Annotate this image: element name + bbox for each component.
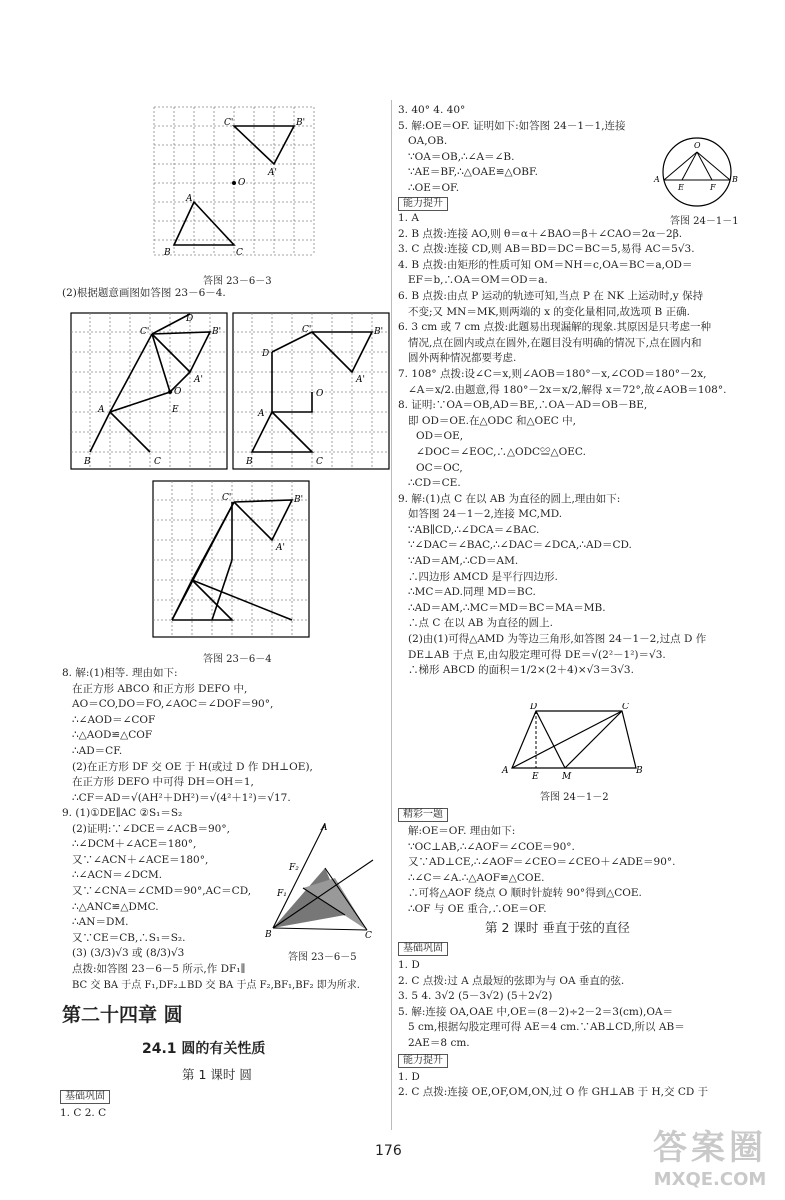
figure-caption: 答图 23－6－4: [203, 654, 272, 665]
text-line: 1. D: [398, 1070, 420, 1083]
svg-text:B: B: [732, 175, 738, 184]
text-line: ∠A＝x/2.由题意,得 180°－2x＝x/2,解得 x＝72°,故∠AOB＝108°.: [408, 383, 727, 396]
text-line: 2AE＝8 cm.: [408, 1036, 470, 1049]
svg-text:C': C': [222, 493, 232, 503]
figure-23-6-4-c: [152, 480, 312, 642]
extra-section: [398, 806, 676, 918]
lesson-2-title: 第 2 课时 垂直于弦的直径: [485, 920, 630, 935]
text-line: ∴AD＝AM,∴MC＝MD＝BC＝MA＝MB.: [408, 601, 606, 614]
text-line: 如答图 24－1－2,连接 MC,MD.: [408, 508, 563, 521]
text-line: ∴四边形 AMCD 是平行四边形.: [408, 570, 558, 583]
figure-24-1-1: [652, 132, 747, 210]
svg-text:A: A: [186, 194, 193, 204]
svg-text:C: C: [365, 931, 372, 940]
figure-24-1-2: [500, 703, 650, 783]
svg-text:C: C: [622, 703, 629, 712]
svg-text:D: D: [530, 703, 538, 712]
svg-text:O: O: [316, 389, 324, 399]
svg-text:C: C: [154, 457, 161, 467]
left-text-1: [62, 286, 226, 302]
svg-text:D: D: [186, 314, 194, 324]
text-line: ∵OA＝OB,∴∠A＝∠B.: [408, 150, 515, 163]
text-line: (3) (3/3)√3 或 (8/3)√3: [72, 947, 185, 960]
text-line: 4. B 点拨:由矩形的性质可知 OM＝NH＝c,OA＝BC＝a,OD＝: [398, 258, 693, 271]
page-number: 176: [375, 1143, 402, 1159]
text-line: ∴OF 与 OE 重合,∴OE＝OF.: [408, 902, 547, 915]
svg-text:O: O: [238, 178, 246, 188]
watermark-logo: [653, 1120, 767, 1190]
svg-text:E: E: [678, 183, 684, 192]
svg-text:B': B': [374, 327, 384, 337]
text-line: 解:OE＝OF. 理由如下:: [408, 825, 516, 837]
section-tag: 精彩一题: [398, 808, 448, 822]
right-mid: [398, 211, 726, 679]
text-line: 1. A: [398, 212, 419, 224]
text-line: ∴∠AOD＝∠COF: [72, 713, 156, 726]
svg-text:A': A': [356, 375, 365, 385]
text-line: (2)根据题意画图如答图 23－6－4.: [62, 287, 226, 299]
text-line: DE⊥AB 于点 E,由勾股定理可得 DE＝√(2²－1²)＝√3.: [408, 648, 666, 661]
section-tag: 基础巩固: [398, 942, 448, 956]
text-line: 5. 解:连接 OA,OAE 中,OE＝(8－2)÷2－2＝3(cm),OA＝: [398, 1005, 674, 1018]
text-line: 又∵∠CNA＝∠CMD＝90°,AC＝CD,: [72, 884, 252, 897]
text-line: 2. C 点拨:连接 OE,OF,OM,ON,过 O 作 GH⊥AB 于 H,交 CD 于: [398, 1086, 709, 1099]
figure-caption: 答图 24－1－1: [670, 216, 739, 227]
section-title: 24.1 圆的有关性质: [142, 1041, 266, 1057]
svg-text:B: B: [164, 248, 171, 258]
svg-text:A': A': [276, 543, 285, 553]
text-line: ∴点 C 在以 AB 为直径的圆上.: [408, 617, 554, 630]
text-line: 2. B 点拨:连接 AO,则 θ＝α＋∠BAO＝β＋∠CAO＝2α－2β.: [398, 227, 683, 240]
text-line: 5. 解:OE＝OF. 证明如下:如答图 24－1－1,连接: [398, 119, 626, 132]
text-line: 不变;又 MN＝MK,则两端的 x 的变化量相同,故选项 B 正确.: [408, 305, 690, 318]
text-line: ∵AD＝AM,∴CD＝AM.: [408, 555, 519, 568]
text-line: ∴△ANC≌△DMC.: [72, 900, 159, 913]
svg-text:F₁: F₁: [277, 889, 287, 899]
text-line: ∴MC＝AD.同理 MD＝BC.: [408, 586, 536, 599]
text-line: OA,OB.: [408, 135, 448, 148]
text-line: ∴∠C＝∠A.∴△AOF≌△COE.: [408, 871, 545, 884]
svg-text:C: C: [236, 248, 243, 258]
column-divider: [391, 100, 392, 1130]
lesson-title: 第 1 课时 圆: [182, 1067, 252, 1082]
svg-text:O: O: [694, 141, 701, 150]
text-line: 又∵∠ACN＋∠ACE＝180°,: [72, 853, 209, 866]
text-line: 6. 3 cm 或 7 cm 点拨:此题易出现漏解的现象.其原因是只考虑一种: [398, 321, 711, 334]
text-line: 3. C 点拨:连接 CD,则 AB＝BD＝DC＝BC＝5,易得 AC＝5√3.: [398, 243, 695, 256]
svg-text:A: A: [502, 766, 509, 776]
svg-text:B': B': [296, 118, 306, 128]
svg-text:O: O: [174, 387, 182, 397]
svg-text:A': A': [268, 168, 277, 178]
text-line: 在正方形 ABCO 和正方形 DEFO 中,: [72, 682, 248, 695]
text-line: 9. 解:(1)点 C 在以 AB 为直径的圆上,理由如下:: [398, 492, 621, 505]
figure-caption: 答图 23－6－5: [288, 952, 357, 963]
text-line: 又∵CE＝CB,∴S₁＝S₂.: [72, 931, 186, 944]
figure-23-6-3: [152, 105, 317, 265]
text-line: 9. (1)①DE∥AC ②S₁＝S₂: [62, 807, 183, 819]
text-line: ∴AD＝CF.: [72, 744, 123, 757]
text-line: ∴∠ACN＝∠DCM.: [72, 869, 163, 882]
text-line: (2)证明:∵∠DCE＝∠ACB＝90°,: [72, 822, 230, 835]
text-line: 5 cm,根据勾股定理可得 AE＝4 cm.∵AB⊥CD,所以 AB＝: [408, 1021, 685, 1034]
text-line: ∴∠DCM＋∠ACE＝180°,: [72, 838, 197, 851]
figure-23-6-5: [265, 820, 383, 940]
text-line: ∴OE＝OF.: [408, 181, 460, 194]
svg-text:A: A: [654, 175, 660, 184]
svg-text:C': C': [224, 118, 234, 128]
svg-text:A: A: [258, 409, 265, 419]
text-line: OD＝OE,: [416, 430, 464, 443]
figure-caption: 答图 24－1－2: [540, 792, 609, 803]
svg-text:B: B: [84, 457, 91, 467]
svg-text:E: E: [172, 405, 179, 415]
text-line: ∴CF＝AD＝√(AH²＋DH²)＝√(4²＋1²)＝√17.: [72, 791, 291, 804]
text-line: 情况,点在圆内或点在圆外,在题目没有明确的情况下,点在圆内和: [408, 336, 702, 349]
text-line: 1. C 2. C: [60, 1107, 107, 1119]
svg-text:F: F: [710, 183, 716, 192]
text-line: ∵AE＝BF,∴△OAE≌△OBF.: [408, 166, 538, 179]
text-line: 3. 5 4. 3√2 (5－3√2) (5＋2√2): [398, 990, 553, 1003]
text-line: 8. 证明:∵OA＝OB,AD＝BE,∴OA－AD＝OB－BE,: [398, 399, 648, 412]
svg-text:M: M: [562, 772, 572, 782]
text-line: (2)由(1)可得△AMD 为等边三角形,如答图 24－1－2,过点 D 作: [408, 633, 707, 646]
text-line: ∵∠DAC＝∠BAC,∴∠DAC＝∠DCA,∴AD＝CD.: [408, 539, 632, 552]
text-line: 又∵AD⊥CE,∴∠AOF＝∠CEO＝∠CEO＋∠ADE＝90°.: [408, 856, 676, 869]
text-line: 圆外两种情况都要考虑.: [408, 352, 517, 365]
svg-text:C': C': [140, 327, 150, 337]
svg-text:B: B: [246, 457, 253, 467]
svg-text:B: B: [636, 766, 643, 776]
text-line: 点拨:如答图 23－6－5 所示,作 DF₁∥: [72, 962, 246, 975]
svg-text:A: A: [98, 405, 105, 415]
text-line: 1. D: [398, 959, 420, 971]
chapter-title: 第二十四章 圆: [62, 1004, 183, 1026]
text-line: 6. B 点拨:由点 P 运动的轨迹可知,当点 P 在 NK 上运动时,y 保持: [398, 289, 704, 302]
watermark-url: MXQE.COM: [653, 1169, 767, 1190]
svg-text:F₂: F₂: [289, 863, 299, 873]
text-line: AO＝CO,DO＝FO,∠AOC＝∠DOF＝90°,: [72, 698, 274, 711]
text-line: ∠DOC＝∠EOC,∴△ODC≌△OEC.: [416, 445, 586, 458]
text-line: ∴梯形 ABCD 的面积＝1/2×(2＋4)×√3＝3√3.: [408, 664, 634, 677]
svg-text:C': C': [302, 325, 312, 335]
figure-23-6-4-b: [232, 312, 392, 474]
text-line: 2. C 点拨:过 A 点最短的弦即为与 OA 垂直的弦.: [398, 974, 625, 987]
svg-text:C: C: [316, 457, 323, 467]
svg-text:E: E: [532, 772, 539, 782]
section-tag: 能力提升: [398, 1054, 448, 1068]
basic-answers: [60, 1088, 110, 1122]
svg-text:B: B: [265, 930, 272, 940]
figure-23-6-4-a: [70, 312, 230, 474]
text-line: ∴△AOD≌△COF: [72, 729, 153, 742]
text-line: ∵OC⊥AB,∴∠AOF＝∠COE＝90°.: [408, 840, 575, 853]
text-line: 7. 108° 点拨:设∠C＝x,则∠AOB＝180°－x,∠COD＝180°－2x,: [398, 367, 707, 380]
svg-text:A': A': [194, 375, 203, 385]
answer-8: [62, 666, 313, 806]
text-line: BC 交 BA 于点 F₁,DF₂⊥BD 交 BA 于点 F₂,BF₁,BF₂ 即为所求.: [72, 979, 360, 991]
watermark-text: 答案圈: [653, 1128, 767, 1168]
text-line: EF＝b,∴OA＝OM＝OD＝a.: [408, 274, 548, 287]
text-line: 3. 40° 4. 40°: [398, 104, 466, 116]
text-line: ∴AN＝DM.: [72, 916, 129, 929]
text-line: (2)在正方形 DF 交 OE 于 H(或过 D 作 DH⊥OE),: [72, 760, 313, 773]
text-line: ∴可将△AOF 绕点 O 顺时针旋转 90°得到△COE.: [408, 887, 642, 900]
text-line: ∵AB∥CD,∴∠DCA＝∠BAC.: [408, 523, 540, 536]
text-line: 即 OD＝OE.在△ODC 和△OEC 中,: [408, 414, 577, 427]
svg-text:D: D: [262, 349, 270, 359]
text-line: ∴CD＝CE.: [408, 477, 461, 490]
text-line: 8. 解:(1)相等. 理由如下:: [62, 667, 178, 679]
figure-caption: 答图 23－6－3: [203, 276, 272, 287]
text-line: OC＝OC,: [416, 461, 463, 474]
svg-text:B': B': [294, 495, 304, 505]
section-tag: 基础巩固: [60, 1090, 110, 1104]
svg-text:B': B': [212, 327, 222, 337]
section-tag: 能力提升: [398, 197, 448, 211]
basic2-section: [398, 940, 708, 1101]
right-top: [398, 103, 626, 197]
text-line: 在正方形 DEFO 中可得 DH＝OH＝1,: [72, 776, 254, 789]
svg-text:A: A: [321, 823, 328, 833]
